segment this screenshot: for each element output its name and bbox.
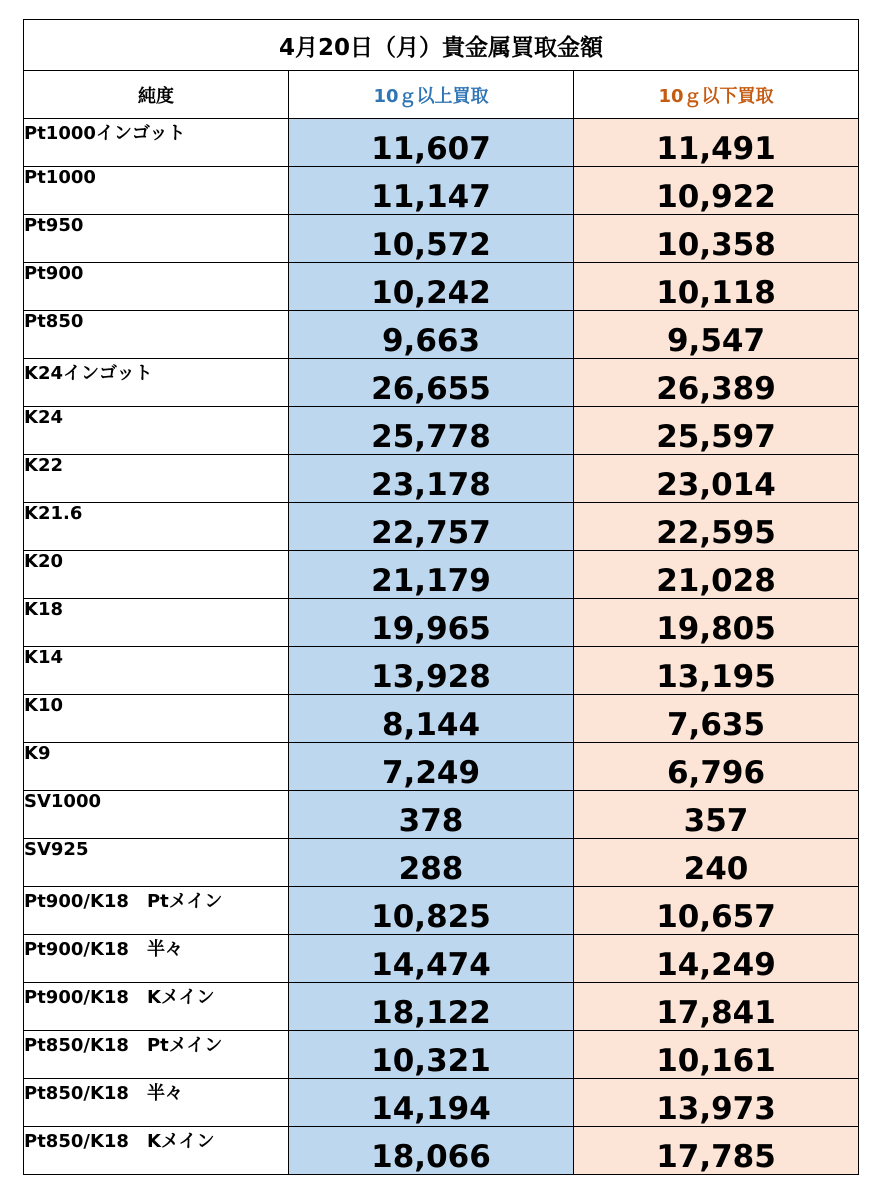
price-below-10g-cell: 26,389 xyxy=(574,359,859,407)
price-below-10g-cell: 13,973 xyxy=(574,1079,859,1127)
purity-cell: Pt900/K18 Kメイン xyxy=(24,983,289,1031)
price-below-10g-cell: 240 xyxy=(574,839,859,887)
price-below-10g-cell: 9,547 xyxy=(574,311,859,359)
table-row xyxy=(24,359,859,407)
table-row xyxy=(24,887,859,935)
purity-cell: K14 xyxy=(24,647,289,695)
purity-cell: K9 xyxy=(24,743,289,791)
table-row xyxy=(24,455,859,503)
header-below-10g: 10ｇ以下買取 xyxy=(574,71,859,119)
title-row xyxy=(24,20,859,71)
price-above-10g-cell: 11,607 xyxy=(289,119,574,167)
price-below-10g-cell: 19,805 xyxy=(574,599,859,647)
purity-cell: Pt850/K18 Ptメイン xyxy=(24,1031,289,1079)
price-below-10g-cell: 23,014 xyxy=(574,455,859,503)
purity-cell: Pt850/K18 半々 xyxy=(24,1079,289,1127)
table-row xyxy=(24,503,859,551)
table-row xyxy=(24,311,859,359)
purity-cell: Pt900/K18 Ptメイン xyxy=(24,887,289,935)
price-below-10g-cell: 22,595 xyxy=(574,503,859,551)
price-below-10g-cell: 357 xyxy=(574,791,859,839)
purity-cell: Pt850 xyxy=(24,311,289,359)
table-row xyxy=(24,1127,859,1175)
price-below-10g-cell: 14,249 xyxy=(574,935,859,983)
table-row xyxy=(24,695,859,743)
table-row xyxy=(24,167,859,215)
price-above-10g-cell: 19,965 xyxy=(289,599,574,647)
price-above-10g-cell: 14,474 xyxy=(289,935,574,983)
purity-cell: Pt900 xyxy=(24,263,289,311)
price-below-10g-cell: 10,358 xyxy=(574,215,859,263)
purity-cell: SV1000 xyxy=(24,791,289,839)
price-above-10g-cell: 8,144 xyxy=(289,695,574,743)
price-above-10g-cell: 10,572 xyxy=(289,215,574,263)
price-above-10g-cell: 21,179 xyxy=(289,551,574,599)
page-title: 4月20日（月）貴金属買取金額 xyxy=(24,20,859,71)
price-below-10g-cell: 7,635 xyxy=(574,695,859,743)
price-above-10g-cell: 10,321 xyxy=(289,1031,574,1079)
price-above-10g-cell: 26,655 xyxy=(289,359,574,407)
price-below-10g-cell: 10,161 xyxy=(574,1031,859,1079)
price-above-10g-cell: 10,825 xyxy=(289,887,574,935)
price-below-10g-cell: 17,785 xyxy=(574,1127,859,1175)
price-above-10g-cell: 378 xyxy=(289,791,574,839)
price-below-10g-cell: 10,118 xyxy=(574,263,859,311)
price-above-10g-cell: 13,928 xyxy=(289,647,574,695)
table-row xyxy=(24,1079,859,1127)
purity-cell: K24 xyxy=(24,407,289,455)
header-above-10g: 10ｇ以上買取 xyxy=(289,71,574,119)
table-row xyxy=(24,743,859,791)
header-row xyxy=(24,71,859,119)
price-above-10g-cell: 18,066 xyxy=(289,1127,574,1175)
price-below-10g-cell: 6,796 xyxy=(574,743,859,791)
price-above-10g-cell: 23,178 xyxy=(289,455,574,503)
price-above-10g-cell: 10,242 xyxy=(289,263,574,311)
purity-cell: Pt1000 xyxy=(24,167,289,215)
price-above-10g-cell: 11,147 xyxy=(289,167,574,215)
price-table xyxy=(23,19,859,1175)
table-row xyxy=(24,119,859,167)
price-below-10g-cell: 10,922 xyxy=(574,167,859,215)
table-row xyxy=(24,1031,859,1079)
table-row xyxy=(24,599,859,647)
table-row xyxy=(24,551,859,599)
price-below-10g-cell: 11,491 xyxy=(574,119,859,167)
purity-cell: SV925 xyxy=(24,839,289,887)
purity-cell: K21.6 xyxy=(24,503,289,551)
purity-cell: Pt950 xyxy=(24,215,289,263)
table-row xyxy=(24,839,859,887)
table-row xyxy=(24,407,859,455)
price-below-10g-cell: 17,841 xyxy=(574,983,859,1031)
price-rows xyxy=(24,119,859,1175)
price-above-10g-cell: 25,778 xyxy=(289,407,574,455)
table-row xyxy=(24,983,859,1031)
price-above-10g-cell: 14,194 xyxy=(289,1079,574,1127)
purity-cell: Pt850/K18 Kメイン xyxy=(24,1127,289,1175)
price-above-10g-cell: 22,757 xyxy=(289,503,574,551)
table-row xyxy=(24,935,859,983)
table-row xyxy=(24,647,859,695)
price-above-10g-cell: 7,249 xyxy=(289,743,574,791)
purity-cell: K22 xyxy=(24,455,289,503)
header-purity: 純度 xyxy=(24,71,289,119)
purity-cell: Pt1000インゴット xyxy=(24,119,289,167)
table-row xyxy=(24,791,859,839)
price-below-10g-cell: 25,597 xyxy=(574,407,859,455)
price-above-10g-cell: 18,122 xyxy=(289,983,574,1031)
price-above-10g-cell: 9,663 xyxy=(289,311,574,359)
price-below-10g-cell: 10,657 xyxy=(574,887,859,935)
price-above-10g-cell: 288 xyxy=(289,839,574,887)
price-below-10g-cell: 13,195 xyxy=(574,647,859,695)
table-row xyxy=(24,215,859,263)
purity-cell: Pt900/K18 半々 xyxy=(24,935,289,983)
purity-cell: K10 xyxy=(24,695,289,743)
purity-cell: K18 xyxy=(24,599,289,647)
purity-cell: K24インゴット xyxy=(24,359,289,407)
table-row xyxy=(24,263,859,311)
purity-cell: K20 xyxy=(24,551,289,599)
price-below-10g-cell: 21,028 xyxy=(574,551,859,599)
